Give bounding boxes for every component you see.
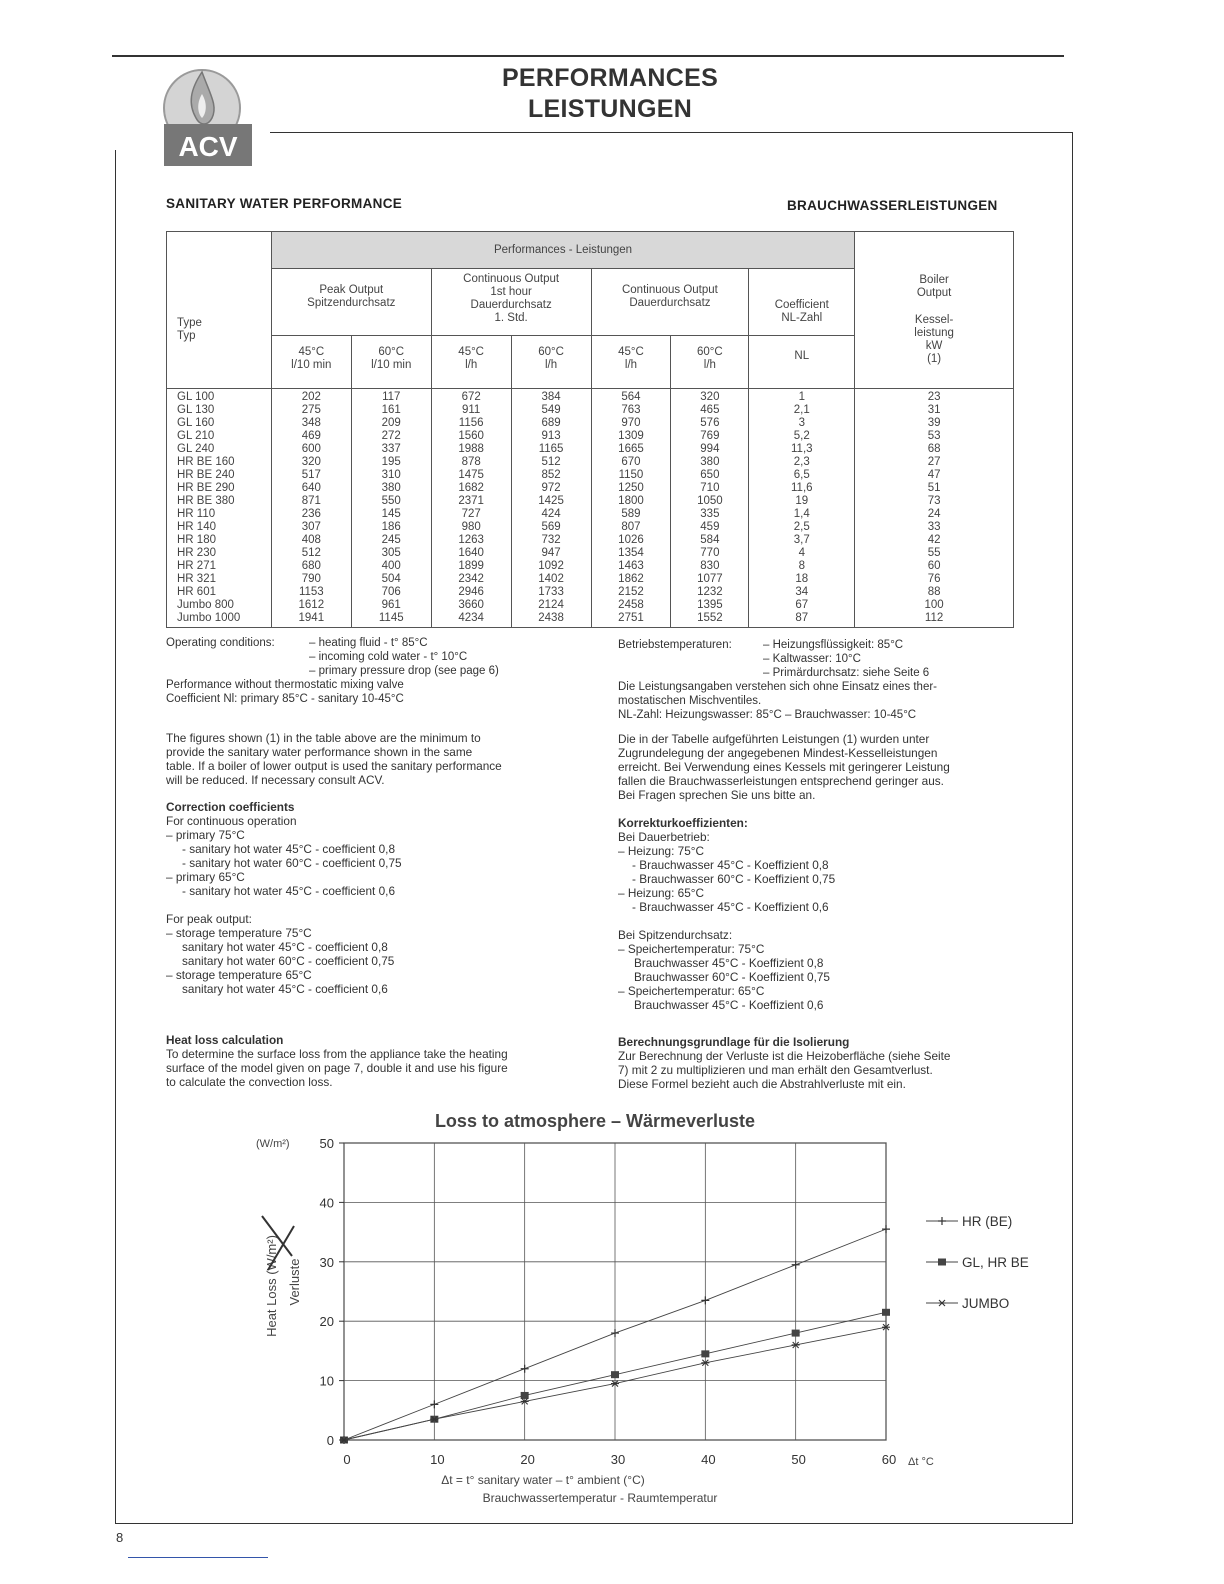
value-cell: 512 [271,547,351,560]
value-cell: 117 [351,389,431,405]
value-cell: 689 [511,417,591,430]
value-cell: 202 [271,389,351,405]
type-header: Type Typ [167,232,272,389]
value-cell: 763 [591,404,671,417]
value-cell: 549 [511,404,591,417]
value-cell: 1153 [271,586,351,599]
value-cell: 1354 [591,547,671,560]
peak-output-header: Peak Output Spitzendurchsatz [271,269,431,336]
value-cell: 2342 [431,573,511,586]
data-point [521,1365,529,1373]
coefficient-header: Coefficient NL-Zahl [749,269,855,336]
type-cell: Jumbo 800 [167,599,272,612]
value-cell: 1150 [591,469,671,482]
data-point [701,1296,709,1304]
figures-note-en: The figures shown (1) in the table above are the minimum to provide the sanitary water performance shown in the same table. If a boiler of lower output is used the sanitary performance will be reduced. If necessary consult ACV. [166,731,502,787]
data-point [701,1350,709,1357]
value-cell: 961 [351,599,431,612]
value-cell: 2,5 [749,521,855,534]
logo-text: ACV [178,131,238,162]
unit-label: (W/m²) [256,1138,290,1150]
value-cell: 335 [671,508,749,521]
continuous-1h-header: Continuous Output 1st hour Dauerdurchsatz 1. Std. [431,269,591,336]
value-cell: 2124 [511,599,591,612]
value-cell: 1092 [511,560,591,573]
value-cell: 67 [749,599,855,612]
value-cell: 87 [749,612,855,628]
type-cell: HR 180 [167,534,272,547]
value-cell: 465 [671,404,749,417]
x-tick-label: 10 [430,1452,445,1467]
chart-title: Loss to atmosphere – Wärmeverluste [434,1111,756,1131]
value-cell: 2438 [511,612,591,628]
x-tick-label: 30 [610,1452,626,1467]
value-cell: 23 [855,389,1014,405]
value-cell: 275 [271,404,351,417]
value-cell: 680 [271,560,351,573]
value-cell: 1682 [431,482,511,495]
value-cell: 1145 [351,612,431,628]
section-title-de: BRAUCHWASSERLEISTUNGEN [787,198,998,213]
value-cell: 1,4 [749,508,855,521]
value-cell: 1232 [671,586,749,599]
value-cell: 2371 [431,495,511,508]
value-cell: 380 [671,456,749,469]
value-cell: 3,7 [749,534,855,547]
value-cell: 710 [671,482,749,495]
value-cell: 589 [591,508,671,521]
type-cell: HR 321 [167,573,272,586]
x-tick-label: 40 [701,1452,716,1467]
value-cell: 1862 [591,573,671,586]
value-cell: 305 [351,547,431,560]
value-cell: 1395 [671,599,749,612]
value-cell: 852 [511,469,591,482]
data-point [611,1371,619,1378]
value-cell: 878 [431,456,511,469]
value-cell: 195 [351,456,431,469]
value-cell: 245 [351,534,431,547]
type-cell: GL 130 [167,404,272,417]
value-cell: 112 [855,612,1014,628]
data-point [792,1330,800,1337]
value-cell: 517 [271,469,351,482]
value-cell: 1988 [431,443,511,456]
value-cell: 672 [431,389,511,405]
value-cell: 1640 [431,547,511,560]
value-cell: 1156 [431,417,511,430]
value-cell: 459 [671,521,749,534]
type-cell: HR BE 380 [167,495,272,508]
value-cell: 1552 [671,612,749,628]
data-point [521,1392,529,1399]
value-cell: 6,5 [749,469,855,482]
value-cell: 576 [671,417,749,430]
y-tick-label: 30 [319,1254,334,1270]
x-axis-label-de: Brauchwassertemperatur - Raumtemperatur [482,1491,718,1505]
value-cell: 4 [749,547,855,560]
value-cell: 307 [271,521,351,534]
value-cell: 807 [591,521,671,534]
heatloss-de: Berechnungsgrundlage für die Isolierung Zur Berechnung der Verluste ist die Heizoberfläche (siehe Seite 7) mit 2 zu multiplizieren und man erhält den Gesamtverlust. Diese Formel bezieht auch die Abstrahlverluste mit ein. [618,1035,951,1091]
type-cell: GL 240 [167,443,272,456]
value-cell: 88 [855,586,1014,599]
value-cell: 236 [271,508,351,521]
value-cell: 2751 [591,612,671,628]
value-cell: 1475 [431,469,511,482]
data-point [611,1329,619,1337]
data-point [882,1225,890,1233]
value-cell: 1309 [591,430,671,443]
conditions-en: Operating conditions: – heating fluid - t° 85°C – incoming cold water - t° 10°C – primary pressure drop (see page 6) Performance without thermostatic mixing valve Coefficient Nl: primary 85°C - sanitary 10-45°C [166,637,499,705]
value-cell: 871 [271,495,351,508]
boiler-output-header: Boiler Output Kessel- leistung kW (1) [855,232,1014,389]
value-cell: 2946 [431,586,511,599]
value-cell: 504 [351,573,431,586]
value-cell: 18 [749,573,855,586]
value-cell: 24 [855,508,1014,521]
value-cell: 1077 [671,573,749,586]
value-cell: 913 [511,430,591,443]
value-cell: 310 [351,469,431,482]
value-cell: 1941 [271,612,351,628]
type-cell: HR 140 [167,521,272,534]
value-cell: 53 [855,430,1014,443]
type-cell: HR BE 160 [167,456,272,469]
value-cell: 2,1 [749,404,855,417]
value-cell: 970 [591,417,671,430]
value-cell: 380 [351,482,431,495]
group-header: Performances - Leistungen [271,232,854,269]
value-cell: 42 [855,534,1014,547]
value-cell: 994 [671,443,749,456]
x-tick-label: 50 [791,1452,806,1467]
type-cell: GL 160 [167,417,272,430]
type-cell: HR 110 [167,508,272,521]
value-cell: 51 [855,482,1014,495]
legend-marker [938,1300,946,1306]
x-axis-unit: Δt °C [908,1456,934,1468]
y-tick-label: 50 [319,1136,334,1151]
value-cell: 320 [671,389,749,405]
value-cell: 1463 [591,560,671,573]
value-cell: 27 [855,456,1014,469]
value-cell: 1560 [431,430,511,443]
value-cell: 1050 [671,495,749,508]
y-axis-label: Heat Loss (W/m²) [264,1235,279,1337]
value-cell: 569 [511,521,591,534]
value-cell: 424 [511,508,591,521]
value-cell: 550 [351,495,431,508]
type-cell: HR BE 290 [167,482,272,495]
page-title-de: LEISTUNGEN [527,95,693,123]
value-cell: 469 [271,430,351,443]
legend-label: GL, HR BE [962,1255,1029,1270]
value-cell: 68 [855,443,1014,456]
value-cell: 640 [271,482,351,495]
value-cell: 1250 [591,482,671,495]
value-cell: 972 [511,482,591,495]
value-cell: 947 [511,547,591,560]
value-cell: 2458 [591,599,671,612]
legend-label: HR (BE) [962,1214,1013,1229]
type-cell: GL 100 [167,389,272,405]
value-cell: 1 [749,389,855,405]
value-cell: 31 [855,404,1014,417]
legend-marker [938,1217,946,1225]
value-cell: 1402 [511,573,591,586]
value-cell: 769 [671,430,749,443]
correction-en: Correction coefficients For continuous operation – primary 75°C - sanitary hot water 45°C - coefficient 0,8 - sanitary hot water 60°C - coefficient 0,75 – primary 65°C - sanitary hot water 45°C - coefficient 0,6 For peak output: – storage temperature 75°C sanitary hot water 45°C - coefficient 0,8 sanitary hot water 60°C - coefficient 0,75 – storage temperature 65°C sanitary hot water 45°C - coefficient 0,6 [166,800,402,996]
value-cell: 1733 [511,586,591,599]
value-cell: 980 [431,521,511,534]
value-cell: 911 [431,404,511,417]
value-cell: 8 [749,560,855,573]
value-cell: 600 [271,443,351,456]
type-cell: HR BE 240 [167,469,272,482]
correction-de: Korrekturkoeffizienten: Bei Dauerbetrieb: – Heizung: 75°C - Brauchwasser 45°C - Koeffizient 0,8 - Brauchwasser 60°C - Koeffizient 0,75 – Heizung: 65°C - Brauchwasser 45°C - Koeffizient 0,6 Bei Spitzendurchsatz: – Speichertemperatur: 75°C Brauchwasser 45°C - Koeffizient 0,8 Brauchwasser 60°C - Koeffizient 0,75 – Speichertemperatur: 65°C Brauchwasser 45°C - Koeffizient 0,6 [618,816,836,1012]
value-cell: 670 [591,456,671,469]
value-cell: 790 [271,573,351,586]
value-cell: 348 [271,417,351,430]
value-cell: 706 [351,586,431,599]
value-cell: 33 [855,521,1014,534]
legend-marker [938,1259,946,1266]
value-cell: 145 [351,508,431,521]
value-cell: 209 [351,417,431,430]
value-cell: 186 [351,521,431,534]
value-cell: 3660 [431,599,511,612]
value-cell: 272 [351,430,431,443]
value-cell: 11,6 [749,482,855,495]
value-cell: 100 [855,599,1014,612]
value-cell: 727 [431,508,511,521]
value-cell: 3 [749,417,855,430]
type-cell: HR 601 [167,586,272,599]
type-cell: GL 210 [167,430,272,443]
value-cell: 1425 [511,495,591,508]
value-cell: 2,3 [749,456,855,469]
page-number: 8 [116,1530,124,1545]
continuous-header: Continuous Output Dauerdurchsatz [591,269,749,336]
footer-line [128,1557,268,1558]
x-axis-label: Δt = t° sanitary water – t° ambient (°C) [441,1473,645,1487]
value-cell: 5,2 [749,430,855,443]
value-cell: 1665 [591,443,671,456]
data-point [882,1309,890,1316]
y-tick-label: 20 [319,1314,334,1330]
type-cell: HR 271 [167,560,272,573]
value-cell: 2152 [591,586,671,599]
x-tick-label: 60 [881,1452,897,1467]
section-title-en: SANITARY WATER PERFORMANCE [166,196,403,211]
x-tick-label: 0 [343,1452,351,1467]
value-cell: 161 [351,404,431,417]
value-cell: 408 [271,534,351,547]
y-tick-label: 40 [319,1195,334,1211]
type-cell: Jumbo 1000 [167,612,272,628]
value-cell: 1899 [431,560,511,573]
value-cell: 60 [855,560,1014,573]
value-cell: 732 [511,534,591,547]
value-cell: 39 [855,417,1014,430]
value-cell: 1612 [271,599,351,612]
value-cell: 34 [749,586,855,599]
y-axis-label-de: Verluste [287,1258,302,1306]
value-cell: 4234 [431,612,511,628]
legend-label: JUMBO [962,1296,1010,1311]
value-cell: 584 [671,534,749,547]
value-cell: 830 [671,560,749,573]
value-cell: 47 [855,469,1014,482]
value-cell: 76 [855,573,1014,586]
value-cell: 512 [511,456,591,469]
value-cell: 770 [671,547,749,560]
y-tick-label: 10 [319,1373,334,1389]
type-cell: HR 230 [167,547,272,560]
value-cell: 1165 [511,443,591,456]
value-cell: 650 [671,469,749,482]
value-cell: 1026 [591,534,671,547]
conditions-de: Betriebstemperaturen: – Heizungsflüssigkeit: 85°C – Kaltwasser: 10°C – Primärdurchsatz: siehe Seite 6 Die Leistungsangaben verstehen sich ohne Einsatz eines ther- mostatischen Mischventiles. NL-Zahl: Heizungswasser: 85°C – Brauchwasser: 10-45°C [618,639,938,721]
value-cell: 73 [855,495,1014,508]
value-cell: 11,3 [749,443,855,456]
data-point [430,1400,438,1408]
y-tick-label: 0 [326,1433,334,1448]
value-cell: 55 [855,547,1014,560]
value-cell: 19 [749,495,855,508]
value-cell: 400 [351,560,431,573]
performance-table: Type Typ Performances - Leistungen Boiler Output Kessel- leistung kW (1) Peak Output Spitzendurchsatz Continuous Output 1st hour Dauerdurchsatz 1. Std. Continuous Output Dauerdurchsatz Coefficient NL-Zahl 45°C l/10 min 60°C l/10 min 45°C l/h 60°C l/h 45°C l/h 60°C l/h NL GL 100 202 117 672 384 564 320 1 23 GL 130 275 161 911 549 763 465 2,1 31 GL 160 348 209 1156 689 970 576 3 39 GL 210 469 272 1560 913 1309 769 5,2 53 GL 240 600 337 1988 1165 1665 994 11,3 68 HR BE 160 320 195 878 512 670 380 2,3 27 HR BE 240 517 310 1475 852 1150 650 6,5 47 HR BE 290 640 380 1682 972 1250 710 11,6 51 HR BE 380 871 550 2371 1425 1800 1050 19 73 HR 110 236 145 727 424 589 335 1,4 24 HR 140 307 186 980 569 807 459 2,5 33 HR 180 408 245 1263 732 1026 584 3,7 42 HR 230 512 305 1640 947 1354 770 4 55 HR 271 680 400 1899 1092 1463 830 8 60 HR 321 790 504 2342 1402 1862 1077 18 76 HR 601 1153 706 2946 1733 2152 1232 34 88 Jumbo 800 1612 961 3660 2124 2458 1395 67 100 Jumbo 1000 1941 1145 4234 2438 2751 1552 87 112 [166,231,1014,628]
x-tick-label: 20 [520,1452,535,1467]
figures-note-de: Die in der Tabelle aufgeführten Leistungen (1) wurden unter Zugrundelegung der angegebenen Mindest-Kesselleistungen erreicht. Bei Verwendung eines Kessels mit geringerer Leistung fallen die Brauchwasserleistungen entsprechend geringer aus. Bei Fragen sprechen Sie uns bitte an. [618,732,950,802]
value-cell: 384 [511,389,591,405]
value-cell: 1263 [431,534,511,547]
page-title: PERFORMANCES [501,64,719,92]
value-cell: 1800 [591,495,671,508]
value-cell: 320 [271,456,351,469]
value-cell: 564 [591,389,671,405]
value-cell: 337 [351,443,431,456]
heatloss-en: Heat loss calculation To determine the surface loss from the appliance take the heating surface of the model given on page 7, double it and use his figure to calculate the convection loss. [166,1033,508,1089]
